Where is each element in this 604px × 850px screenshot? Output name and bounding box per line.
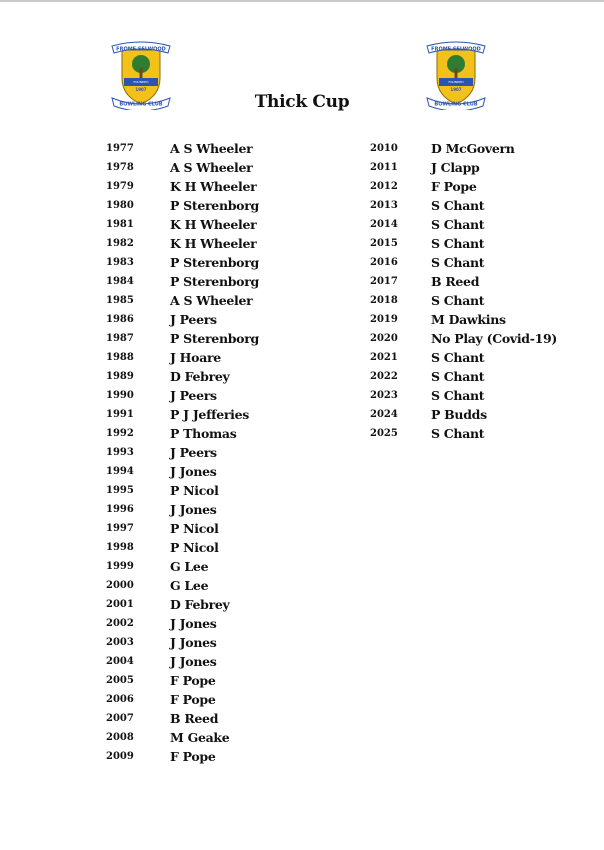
winner-name: F Pope (170, 749, 216, 764)
winner-year: 2006 (106, 694, 134, 705)
winner-row (370, 291, 557, 310)
logo-top-text: FROME SELWOOD (116, 46, 166, 53)
winner-row (106, 234, 259, 253)
winner-name: F Pope (431, 179, 477, 194)
winner-row (106, 424, 259, 443)
winner-year: 1999 (106, 561, 134, 572)
winner-row (106, 177, 259, 196)
winner-row (370, 158, 557, 177)
winner-year: 1986 (106, 314, 134, 325)
winner-name: K H Wheeler (170, 236, 257, 251)
logo-bottom-text: BOWLING CLUB (119, 101, 163, 108)
winner-row (106, 272, 259, 291)
winner-year: 2020 (370, 333, 398, 344)
winner-year: 2007 (106, 713, 134, 724)
winner-name: P J Jefferies (170, 407, 250, 422)
winner-row (370, 424, 557, 443)
winner-year: 2010 (370, 143, 398, 154)
winner-name: D Febrey (170, 597, 230, 612)
winner-year: 2021 (370, 352, 398, 363)
winner-year: 1995 (106, 485, 134, 496)
winner-name: P Thomas (170, 426, 237, 441)
winner-year: 2017 (370, 276, 398, 287)
winner-name: M Dawkins (431, 312, 506, 327)
winner-row (370, 177, 557, 196)
winner-year: 2000 (106, 580, 134, 591)
winner-name: P Sterenborg (170, 274, 259, 289)
winner-year: 2005 (106, 675, 134, 686)
winner-row (106, 576, 259, 595)
winner-year: 2025 (370, 428, 398, 439)
winner-row (106, 728, 259, 747)
winner-year: 2011 (370, 162, 398, 173)
winner-name: B Reed (431, 274, 480, 289)
winner-name: J Jones (170, 502, 217, 517)
winner-name: J Peers (170, 388, 217, 403)
winner-year: 1977 (106, 143, 134, 154)
winner-name: No Play (Covid-19) (431, 331, 558, 346)
winner-name: P Nicol (170, 540, 219, 555)
winner-name: J Peers (170, 445, 217, 460)
winner-row (106, 614, 259, 633)
winner-row (106, 519, 259, 538)
winner-row (106, 158, 259, 177)
winner-year: 2014 (370, 219, 398, 230)
winner-name: D Febrey (170, 369, 230, 384)
winner-row (106, 348, 259, 367)
winner-year: 1997 (106, 523, 134, 534)
winner-row (106, 367, 259, 386)
winner-row (106, 500, 259, 519)
winner-name: S Chant (431, 369, 485, 384)
winner-row (370, 310, 557, 329)
winner-row (370, 196, 557, 215)
winner-name: J Jones (170, 654, 217, 669)
winner-year: 1979 (106, 181, 134, 192)
winner-year: 1984 (106, 276, 134, 287)
logo-shield-text-1: FOUNDED (448, 80, 464, 84)
winner-name: B Reed (170, 711, 219, 726)
winner-row (106, 747, 259, 766)
winner-year: 2004 (106, 656, 134, 667)
page-title: Thick Cup (254, 92, 350, 112)
winner-name: P Nicol (170, 521, 219, 536)
winner-year: 1988 (106, 352, 134, 363)
winner-year: 2023 (370, 390, 398, 401)
logo-shield-text-2: 1907 (135, 87, 147, 92)
winner-name: P Sterenborg (170, 198, 259, 213)
winner-row (370, 405, 557, 424)
winner-year: 2016 (370, 257, 398, 268)
winner-row (106, 709, 259, 728)
winner-name: G Lee (170, 559, 209, 574)
winner-name: S Chant (431, 388, 485, 403)
winner-name: M Geake (170, 730, 230, 745)
winner-name: K H Wheeler (170, 179, 257, 194)
winner-year: 1993 (106, 447, 134, 458)
winner-year: 1980 (106, 200, 134, 211)
winner-row (106, 481, 259, 500)
winner-row (106, 329, 259, 348)
winner-year: 2024 (370, 409, 398, 420)
winner-year: 1994 (106, 466, 134, 477)
winner-name: J Hoare (170, 350, 221, 365)
winner-name: S Chant (431, 198, 485, 213)
winner-row (106, 443, 259, 462)
winner-name: S Chant (431, 426, 485, 441)
winner-year: 2008 (106, 732, 134, 743)
winner-year: 1991 (106, 409, 134, 420)
winner-name: A S Wheeler (170, 160, 253, 175)
winner-year: 2018 (370, 295, 398, 306)
winner-row (106, 557, 259, 576)
winner-year: 2013 (370, 200, 398, 211)
winner-row (370, 386, 557, 405)
winner-row (106, 196, 259, 215)
winner-name: F Pope (170, 673, 216, 688)
winner-row (106, 139, 259, 158)
winner-row (370, 272, 557, 291)
winner-row (106, 462, 259, 481)
winner-row (106, 538, 259, 557)
winner-year: 2022 (370, 371, 398, 382)
winner-year: 1983 (106, 257, 134, 268)
winner-name: J Clapp (431, 160, 480, 175)
winners-list-left (106, 139, 259, 766)
winner-name: P Sterenborg (170, 255, 259, 270)
winner-row (106, 291, 259, 310)
winner-row (106, 652, 259, 671)
winner-name: G Lee (170, 578, 209, 593)
winner-row (370, 348, 557, 367)
logo-top-text: FROME SELWOOD (431, 46, 481, 53)
winner-name: P Nicol (170, 483, 219, 498)
winner-year: 1981 (106, 219, 134, 230)
winner-row (370, 367, 557, 386)
winner-row (370, 215, 557, 234)
winner-name: S Chant (431, 236, 485, 251)
winner-year: 2015 (370, 238, 398, 249)
winner-year: 2001 (106, 599, 134, 610)
winner-year: 2003 (106, 637, 134, 648)
winner-row (370, 329, 557, 348)
winner-row (106, 633, 259, 652)
logo-bottom-text: BOWLING CLUB (434, 101, 478, 108)
winner-row (106, 215, 259, 234)
winner-row (106, 386, 259, 405)
winner-name: J Peers (170, 312, 217, 327)
winner-name: A S Wheeler (170, 141, 253, 156)
winner-year: 1982 (106, 238, 134, 249)
winner-year: 2012 (370, 181, 398, 192)
winner-year: 1992 (106, 428, 134, 439)
winner-year: 2019 (370, 314, 398, 325)
winner-name: S Chant (431, 255, 485, 270)
winner-year: 2002 (106, 618, 134, 629)
winner-row (370, 234, 557, 253)
winner-name: A S Wheeler (170, 293, 253, 308)
winner-year: 1989 (106, 371, 134, 382)
winner-year: 1990 (106, 390, 134, 401)
winner-name: J Jones (170, 635, 217, 650)
logo-shield-text-1: FOUNDED (133, 80, 149, 84)
winner-name: K H Wheeler (170, 217, 257, 232)
winner-name: J Jones (170, 464, 217, 479)
winner-row (106, 690, 259, 709)
winners-list-right (370, 139, 557, 443)
winner-year: 2009 (106, 751, 134, 762)
logo-shield-text-2: 1907 (450, 87, 462, 92)
winner-row (106, 253, 259, 272)
winner-row (370, 253, 557, 272)
winner-name: F Pope (170, 692, 216, 707)
winner-year: 1998 (106, 542, 134, 553)
winner-year: 1985 (106, 295, 134, 306)
winner-name: D McGovern (431, 141, 515, 156)
winner-row (106, 671, 259, 690)
winner-year: 1978 (106, 162, 134, 173)
winner-row (106, 595, 259, 614)
winner-name: P Budds (431, 407, 487, 422)
winner-year: 1996 (106, 504, 134, 515)
winner-row (106, 310, 259, 329)
winner-name: S Chant (431, 293, 485, 308)
winner-year: 1987 (106, 333, 134, 344)
winner-name: P Sterenborg (170, 331, 259, 346)
winner-name: S Chant (431, 217, 485, 232)
winner-row (106, 405, 259, 424)
page-top-border (0, 0, 604, 2)
winner-name: S Chant (431, 350, 485, 365)
winner-row (370, 139, 557, 158)
winner-name: J Jones (170, 616, 217, 631)
